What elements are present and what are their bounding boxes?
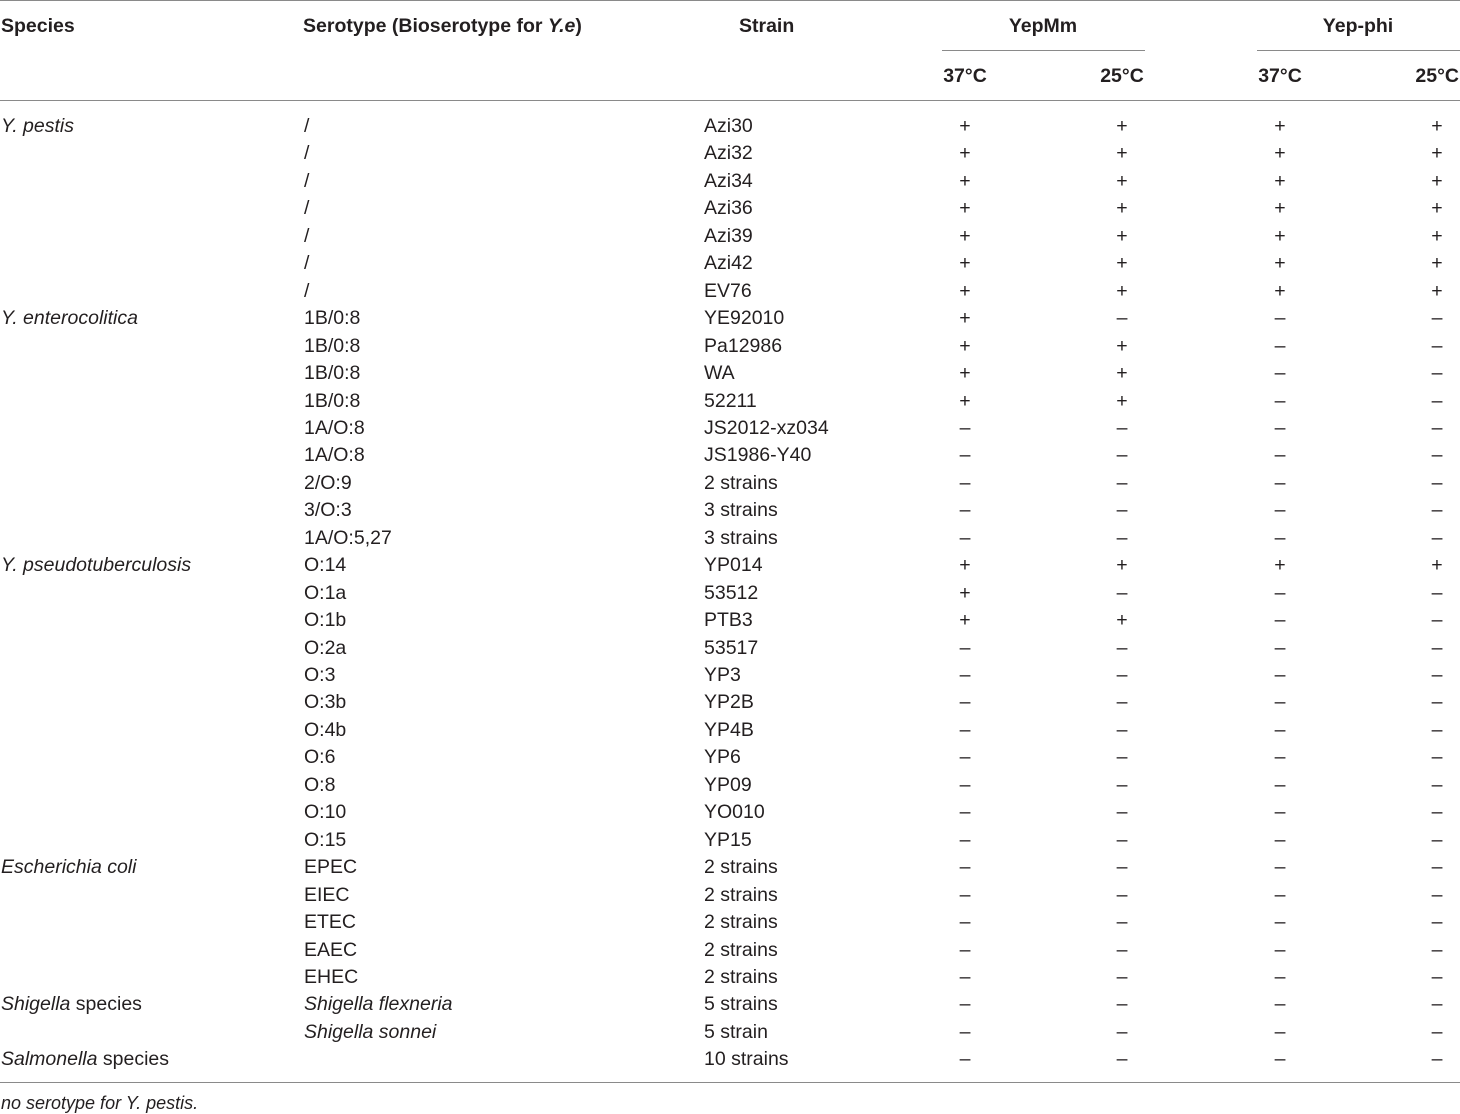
cell-result: – — [1431, 444, 1443, 467]
cell-result: – — [1274, 828, 1286, 851]
cell-result: – — [959, 856, 971, 879]
cell-result: – — [1274, 883, 1286, 906]
cell-result: – — [959, 938, 971, 961]
cell-result: – — [1274, 526, 1286, 549]
cell-result: – — [1431, 307, 1443, 330]
header-rule — [0, 100, 1460, 101]
cell-result: + — [959, 334, 971, 357]
cell-result: – — [1116, 636, 1128, 659]
cell-result: – — [1116, 691, 1128, 714]
cell-result: + — [1116, 224, 1128, 247]
cell-result: – — [1116, 965, 1128, 988]
cell-result: – — [1116, 773, 1128, 796]
cell-result: – — [1431, 746, 1443, 769]
cell-strain: 3 strains — [704, 499, 778, 522]
cell-result: – — [1116, 444, 1128, 467]
cell-serotype: O:10 — [304, 801, 347, 824]
cell-result: – — [1116, 938, 1128, 961]
cell-result: – — [959, 911, 971, 934]
cell-result: – — [1431, 416, 1443, 439]
cell-result: – — [1116, 416, 1128, 439]
cell-result: + — [959, 115, 971, 137]
cell-serotype: / — [304, 115, 310, 137]
cell-result: – — [1116, 801, 1128, 824]
cell-serotype: 1B/0:8 — [304, 307, 361, 330]
cell-result: + — [959, 252, 971, 275]
cell-result: + — [959, 307, 971, 330]
cell-result: + — [1274, 142, 1286, 165]
cell-result: + — [1274, 197, 1286, 220]
cell-serotype: O:3b — [304, 691, 347, 714]
cell-result: – — [1431, 1048, 1443, 1071]
cell-result: – — [1274, 938, 1286, 961]
header-yepmm-37: 37°C — [943, 65, 987, 87]
cell-serotype: Shigella flexneria — [304, 993, 453, 1016]
cell-result: + — [959, 554, 971, 577]
cell-serotype: EIEC — [304, 883, 350, 906]
cell-result: – — [959, 499, 971, 522]
cell-result: – — [1431, 499, 1443, 522]
cell-serotype: 1B/0:8 — [304, 334, 361, 357]
cell-strain: Pa12986 — [704, 334, 783, 357]
cell-result: – — [959, 526, 971, 549]
cell-result: – — [959, 993, 971, 1016]
cell-result: – — [1274, 609, 1286, 632]
cell-result: + — [1274, 279, 1286, 302]
cell-strain: 5 strains — [704, 993, 778, 1016]
cell-result: + — [1116, 142, 1128, 165]
cell-result: – — [1274, 746, 1286, 769]
cell-result: – — [1116, 856, 1128, 879]
cell-serotype: EPEC — [304, 856, 358, 879]
cell-result: – — [1116, 911, 1128, 934]
header-yepphi-37: 37°C — [1258, 65, 1302, 87]
cell-result: + — [959, 389, 971, 412]
cell-strain: 53517 — [704, 636, 759, 659]
cell-result: + — [959, 142, 971, 165]
cell-result: – — [1274, 416, 1286, 439]
cell-serotype: 3/O:3 — [304, 499, 352, 522]
cell-result: + — [959, 279, 971, 302]
header-yepphi: Yep-phi — [1322, 15, 1394, 37]
cell-result: – — [1274, 444, 1286, 467]
cell-result: + — [1431, 197, 1443, 220]
cell-result: + — [1431, 115, 1443, 137]
cell-result: + — [1274, 169, 1286, 192]
cell-result: – — [1274, 499, 1286, 522]
cell-result: – — [959, 636, 971, 659]
cell-result: – — [1274, 636, 1286, 659]
cell-result: + — [1116, 169, 1128, 192]
cell-result: – — [1431, 362, 1443, 385]
cell-result: + — [1116, 197, 1128, 220]
cell-result: – — [1431, 773, 1443, 796]
cell-result: – — [1431, 828, 1443, 851]
cell-serotype: 1A/O:8 — [304, 444, 365, 467]
cell-result: – — [959, 773, 971, 796]
cell-result: – — [1116, 307, 1128, 330]
cell-strain: YE92010 — [704, 307, 785, 330]
cell-serotype: O:2a — [304, 636, 347, 659]
cell-result: + — [1116, 334, 1128, 357]
cell-serotype: EHEC — [304, 965, 359, 988]
cell-serotype: 1B/0:8 — [304, 362, 361, 385]
cell-strain: JS2012-xz034 — [704, 416, 829, 439]
cell-result: – — [1274, 389, 1286, 412]
cell-serotype: / — [304, 142, 310, 165]
cell-result: – — [1274, 471, 1286, 494]
footnote: no serotype for Y. pestis. — [1, 1093, 199, 1113]
cell-result: – — [1431, 609, 1443, 632]
cell-result: – — [959, 1020, 971, 1043]
cell-result: + — [1116, 554, 1128, 577]
cell-species: Y. pestis — [1, 115, 74, 137]
header-yepmm-25: 25°C — [1100, 65, 1144, 87]
cell-result: – — [1116, 993, 1128, 1016]
cell-result: – — [959, 965, 971, 988]
cell-strain: 2 strains — [704, 965, 778, 988]
cell-species: Y. pseudotuberculosis — [1, 554, 192, 577]
cell-result: – — [1274, 362, 1286, 385]
cell-strain: 2 strains — [704, 883, 778, 906]
cell-result: – — [1274, 965, 1286, 988]
cell-result: + — [1431, 279, 1443, 302]
cell-strain: YP6 — [704, 746, 741, 769]
header-yepmm: YepMm — [1008, 15, 1078, 37]
cell-strain: 10 strains — [704, 1048, 789, 1071]
cell-strain: 5 strain — [704, 1020, 768, 1043]
cell-result: + — [959, 224, 971, 247]
cell-strain: 52211 — [704, 389, 757, 412]
cell-strain: 3 strains — [704, 526, 778, 549]
cell-result: – — [1431, 1020, 1443, 1043]
cell-species: Y. enterocolitica — [1, 307, 138, 330]
cell-result: – — [1431, 883, 1443, 906]
cell-strain: 2 strains — [704, 856, 778, 879]
cell-result: – — [1431, 938, 1443, 961]
cell-strain: Azi32 — [704, 142, 753, 165]
cell-strain: YP3 — [704, 664, 741, 686]
cell-result: – — [1431, 856, 1443, 879]
cell-strain: YP09 — [704, 773, 752, 796]
cell-strain: Azi36 — [704, 197, 753, 220]
cell-serotype: O:3 — [304, 664, 336, 686]
cell-serotype: O:15 — [304, 828, 347, 851]
cell-result: – — [1431, 389, 1443, 412]
cell-result: – — [1274, 1048, 1286, 1071]
cell-species: Escherichia coli — [1, 856, 137, 879]
cell-result: – — [1116, 471, 1128, 494]
yepmm-group-rule — [942, 50, 1145, 51]
cell-result: – — [1431, 664, 1443, 686]
cell-result: – — [1116, 718, 1128, 741]
cell-result: + — [1116, 252, 1128, 275]
header-yepphi-25: 25°C — [1415, 65, 1459, 87]
cell-strain: YP014 — [704, 554, 763, 577]
cell-result: – — [1116, 499, 1128, 522]
cell-species: Shigella species — [1, 993, 142, 1016]
cell-strain: YO010 — [704, 801, 765, 824]
cell-result: – — [959, 828, 971, 851]
cell-result: – — [959, 416, 971, 439]
cell-result: – — [959, 691, 971, 714]
cell-strain: PTB3 — [704, 609, 753, 632]
cell-result: – — [1431, 965, 1443, 988]
cell-result: + — [959, 581, 971, 604]
cell-strain: YP4B — [704, 718, 754, 741]
cell-result: – — [1431, 471, 1443, 494]
cell-result: – — [1274, 718, 1286, 741]
cell-result: – — [959, 883, 971, 906]
cell-result: – — [1274, 581, 1286, 604]
cell-strain: Azi30 — [704, 115, 753, 137]
cell-result: – — [1431, 526, 1443, 549]
cell-result: – — [1431, 691, 1443, 714]
header-species: Species — [1, 15, 75, 37]
cell-serotype: / — [304, 224, 310, 247]
cell-result: – — [959, 718, 971, 741]
cell-result: – — [1116, 1020, 1128, 1043]
cell-result: – — [959, 664, 971, 686]
cell-serotype: O:1a — [304, 581, 347, 604]
cell-serotype: 1A/O:5,27 — [304, 526, 392, 549]
cell-result: – — [1431, 581, 1443, 604]
cell-result: – — [1431, 636, 1443, 659]
yepphi-group-rule — [1257, 50, 1460, 51]
cell-result: – — [959, 1048, 971, 1071]
bottom-rule — [0, 1082, 1460, 1083]
cell-result: + — [1274, 115, 1286, 137]
cell-serotype: / — [304, 169, 310, 192]
cell-strain: EV76 — [704, 279, 752, 302]
cell-serotype: 1A/O:8 — [304, 416, 365, 439]
cell-result: + — [1431, 169, 1443, 192]
cell-species: Salmonella species — [1, 1048, 170, 1071]
cell-result: – — [1274, 1020, 1286, 1043]
cell-serotype: 2/O:9 — [304, 471, 352, 494]
cell-result: – — [1274, 773, 1286, 796]
cell-result: + — [1116, 609, 1128, 632]
cell-result: + — [1431, 252, 1443, 275]
top-rule — [0, 0, 1460, 1]
cell-result: + — [959, 609, 971, 632]
cell-result: + — [1431, 142, 1443, 165]
cell-strain: 2 strains — [704, 911, 778, 934]
cell-result: – — [1116, 664, 1128, 686]
cell-strain: JS1986-Y40 — [704, 444, 812, 467]
cell-result: – — [1431, 718, 1443, 741]
cell-result: – — [1274, 691, 1286, 714]
cell-result: – — [959, 471, 971, 494]
cell-result: – — [1431, 801, 1443, 824]
cell-result: – — [1431, 334, 1443, 357]
cell-result: – — [1274, 334, 1286, 357]
cell-result: + — [1116, 389, 1128, 412]
cell-result: + — [1431, 224, 1443, 247]
cell-result: – — [1274, 801, 1286, 824]
cell-result: – — [1431, 911, 1443, 934]
cell-result: + — [1116, 362, 1128, 385]
cell-result: – — [1274, 993, 1286, 1016]
cell-result: – — [1274, 307, 1286, 330]
cell-result: – — [1431, 993, 1443, 1016]
cell-result: – — [959, 444, 971, 467]
cell-result: – — [1116, 828, 1128, 851]
cell-serotype: ETEC — [304, 911, 357, 934]
cell-result: – — [1116, 526, 1128, 549]
cell-result: + — [1274, 554, 1286, 577]
cell-result: + — [1274, 224, 1286, 247]
cell-result: – — [1274, 911, 1286, 934]
cell-serotype: 1B/0:8 — [304, 389, 361, 412]
cell-serotype: / — [304, 197, 310, 220]
header-strain: Strain — [739, 15, 795, 37]
cell-result: – — [1274, 856, 1286, 879]
cell-serotype: O:14 — [304, 554, 347, 577]
cell-result: + — [959, 197, 971, 220]
cell-serotype: / — [304, 252, 310, 275]
cell-result: – — [1116, 883, 1128, 906]
cell-strain: YP15 — [704, 828, 752, 851]
cell-result: – — [959, 746, 971, 769]
cell-serotype: O:6 — [304, 746, 336, 769]
cell-serotype: O:8 — [304, 773, 336, 796]
cell-strain: 2 strains — [704, 471, 778, 494]
cell-serotype: O:1b — [304, 609, 347, 632]
cell-strain: 53512 — [704, 581, 759, 604]
cell-result: + — [1116, 279, 1128, 302]
cell-serotype: Shigella sonnei — [304, 1020, 437, 1043]
cell-result: + — [959, 169, 971, 192]
cell-result: – — [1116, 746, 1128, 769]
cell-strain: Azi34 — [704, 169, 753, 192]
cell-strain: WA — [704, 362, 735, 385]
cell-result: + — [959, 362, 971, 385]
cell-result: + — [1116, 115, 1128, 137]
cell-result: – — [959, 801, 971, 824]
cell-strain: Azi42 — [704, 252, 753, 275]
cell-result: + — [1431, 554, 1443, 577]
cell-serotype: / — [304, 279, 310, 302]
header-serotype: Serotype (Bioserotype for Y.e) — [303, 15, 582, 37]
cell-result: – — [1116, 1048, 1128, 1071]
cell-serotype: EAEC — [304, 938, 358, 961]
cell-serotype: O:4b — [304, 718, 347, 741]
cell-strain: YP2B — [704, 691, 754, 714]
cell-result: – — [1274, 664, 1286, 686]
cell-strain: 2 strains — [704, 938, 778, 961]
cell-result: + — [1274, 252, 1286, 275]
cell-strain: Azi39 — [704, 224, 753, 247]
cell-result: – — [1116, 581, 1128, 604]
